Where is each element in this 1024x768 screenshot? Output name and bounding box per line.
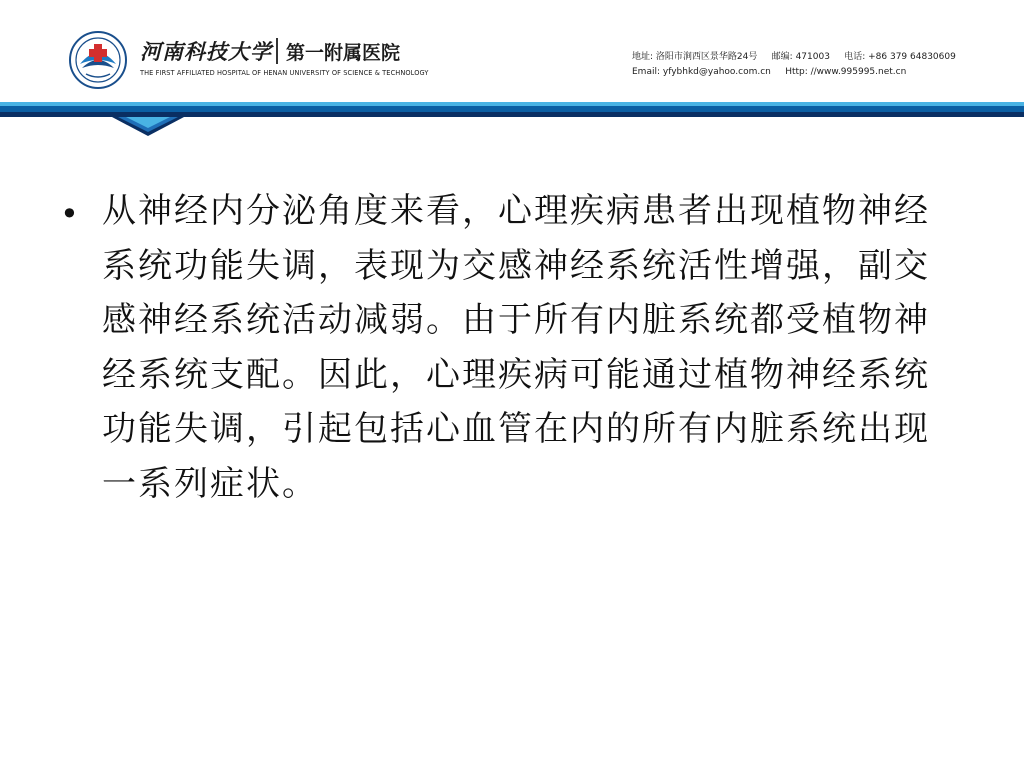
school-name: 河南科技大学 [140,39,272,64]
hospital-title [140,36,440,86]
hospital-name: 第一附属医院 [286,42,401,64]
hospital-emblem-icon [68,30,128,90]
title-divider [276,38,278,64]
contact-line-1 [632,49,956,62]
postcode: 邮编: 471003 [771,52,830,62]
contact-line-2 [632,67,906,77]
website: Http: //www.995995.net.cn [785,67,907,77]
bullet-marker: • [60,195,79,233]
hospital-english-name: THE FIRST AFFILIATED HOSPITAL OF HENAN UNIVERSITY OF SCIENCE & TECHNOLOGY [140,69,429,77]
header-band [0,100,1024,140]
address: 地址: 洛阳市涧西区景华路24号 [632,52,758,62]
phone: 电话: +86 379 64830609 [844,52,956,62]
slide-header [0,0,1024,140]
email: Email: yfybhkd@yahoo.com.cn [632,67,771,77]
bullet-text: 从神经内分泌角度来看，心理疾病患者出现植物神经系统功能失调，表现为交感神经系统活性增强，副交感神经系统活动减弱。由于所有内脏系统都受植物神经系统支配。因此，心理疾病可能通过植物神经系统功能失调，引起包括心血管在内的所有内脏系统出现一系列症状。 [102,191,930,504]
